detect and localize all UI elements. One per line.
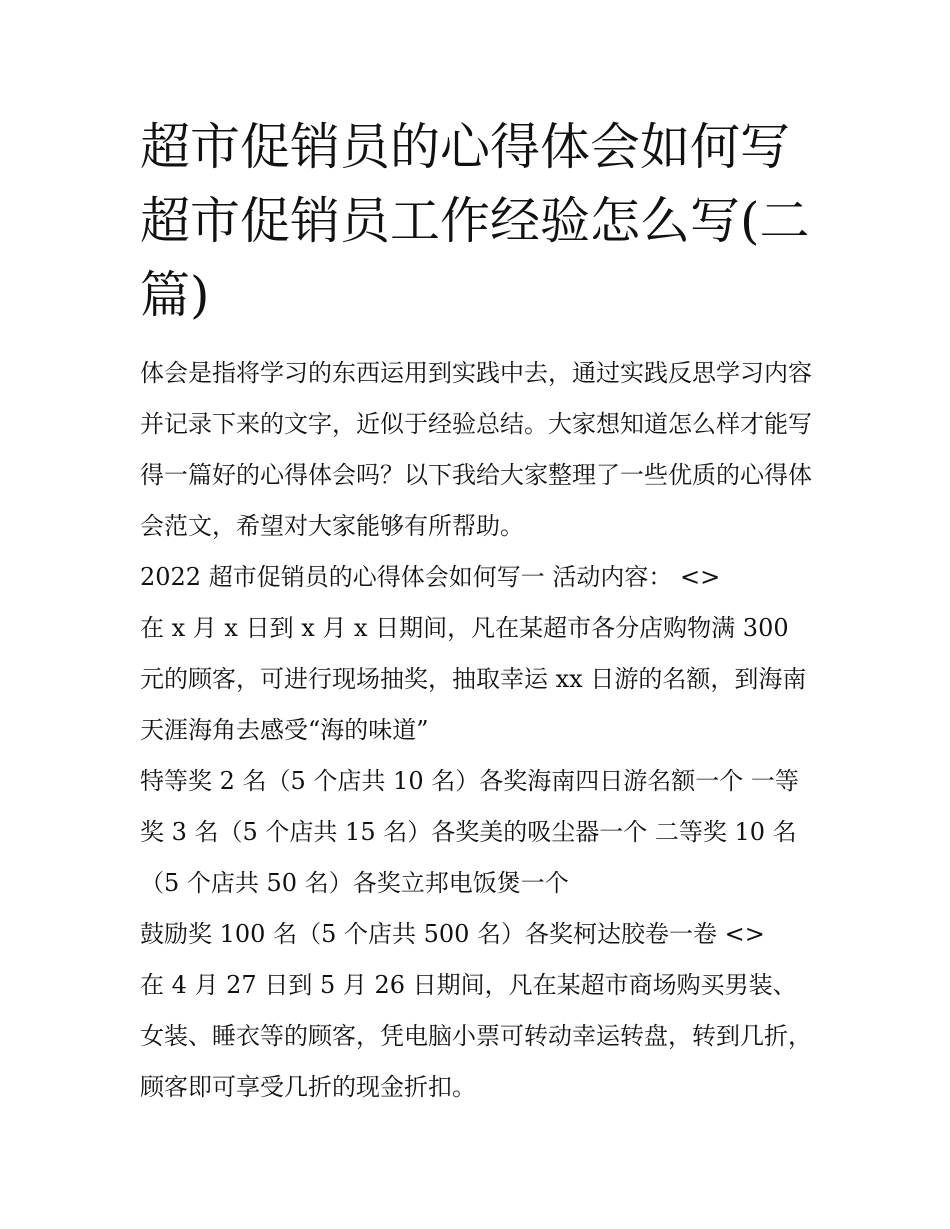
document-page — [140, 110, 820, 1113]
paragraph-section-heading: 2022 超市促销员的心得体会如何写一 活动内容： <> — [140, 563, 721, 591]
document-title: 超市促销员的心得体会如何写 超市促销员工作经验怎么写(二篇) — [140, 118, 810, 324]
paragraph-encouragement-prize: 鼓励奖 100 名（5 个店共 500 名）各奖柯达胶卷一卷 <> — [140, 920, 765, 948]
paragraph-activity-two: 在 4 月 27 日到 5 月 26 日期间，凡在某超市商场购买男装、女装、睡衣等的顾客，凭电脑小票可转动幸运转盘，转到几折，顾客即可享受几折的现金折扣。 — [140, 971, 812, 1101]
paragraph-prizes: 特等奖 2 名（5 个店共 10 名）各奖海南四日游名额一个 一等奖 3 名（5 个店共 15 名）各奖美的吸尘器一个 二等奖 10 名（5 个店共 50 名）各奖立邦电饭煲一个 — [140, 767, 799, 897]
paragraph-activity-one: 在 x 月 x 日到 x 月 x 日期间，凡在某超市各分店购物满 300 元的顾客，可进行现场抽奖，抽取幸运 xx 日游的名额，到海南天涯海角去感受“海的味道” — [140, 614, 807, 744]
paragraph-intro: 体会是指将学习的东西运用到实践中去，通过实践反思学习内容并记录下来的文字，近似于经验总结。大家想知道怎么样才能写得一篇好的心得体会吗？以下我给大家整理了一些优质的心得体会范文，希望对大家能够有所帮助。 — [140, 359, 812, 540]
